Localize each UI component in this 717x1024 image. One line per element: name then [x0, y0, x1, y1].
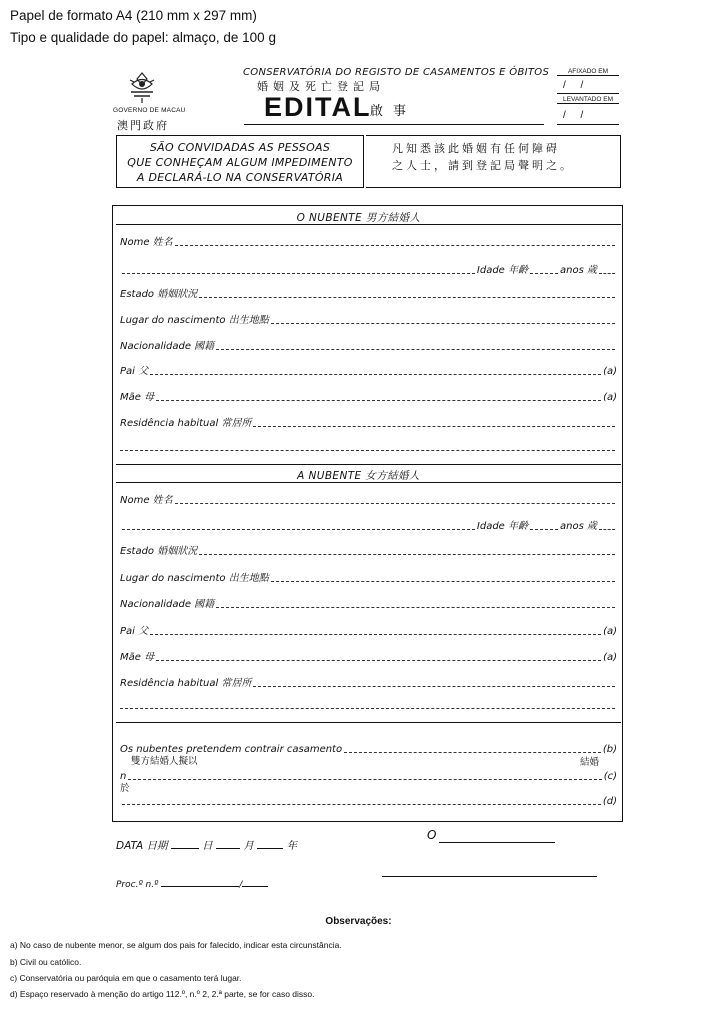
bride-residence-label: Residência habitual 常居所: [120, 678, 252, 689]
title-underline: [244, 124, 544, 125]
invitation-cn-line-1: 凡知悉該此婚姻有任何障碍: [392, 142, 560, 155]
intent-mark-c: (c): [603, 771, 617, 782]
section-divider-groom-bride: [116, 464, 621, 465]
observation-note: c) Conservatória ou paróquia em que o casamento terá lugar.: [10, 973, 242, 983]
groom-status-label: Estado 婚姻狀況: [120, 289, 198, 300]
bride-birthplace-label: Lugar do nascimento 出生地點: [120, 573, 269, 584]
bride-mother-field[interactable]: [120, 649, 617, 663]
groom-age-unit: anos 歲: [560, 265, 597, 276]
groom-mother-label: Mãe 母: [120, 392, 155, 403]
groom-residence-line-2[interactable]: [120, 450, 615, 451]
observation-note: d) Espaço reservado à menção do artigo 112.º, n.º 2, 2.ª parte, se for caso disso.: [10, 989, 315, 999]
invitation-cn-line-2: 之人士，請到登記局聲明之。: [392, 159, 574, 172]
groom-section-title: O NUBENTE 男方結婚人: [296, 212, 421, 224]
bride-age-field[interactable]: [120, 518, 617, 532]
officer-label: O: [427, 828, 437, 842]
groom-father-mark: (a): [603, 366, 617, 377]
bride-name-field[interactable]: [120, 492, 617, 506]
observations-title: Observações:: [325, 916, 392, 927]
groom-nationality-field[interactable]: [120, 338, 617, 352]
edital-title: EDITAL: [264, 92, 372, 122]
affixed-label: AFIXADO EM: [557, 68, 619, 76]
observation-note: b) Civil ou católico.: [10, 957, 82, 967]
removed-line: [557, 124, 619, 125]
removed-label: LEVANTADO EM: [557, 96, 619, 104]
affixed-line: [557, 93, 619, 94]
bride-nationality-field[interactable]: [120, 596, 617, 610]
date-year-label: 年: [286, 840, 298, 852]
intent-mark-d: (d): [602, 796, 617, 807]
bride-age-label: Idade 年齡: [476, 521, 529, 532]
government-name: GOVERNO DE MACAU: [113, 107, 186, 114]
paper-format-text: Papel de formato A4 (210 mm x 297 mm): [10, 8, 257, 23]
groom-residence-field[interactable]: [120, 415, 617, 429]
section-divider-bride-intent: [116, 722, 621, 723]
process-number-separator: /: [239, 880, 243, 890]
bride-age-unit: anos 歲: [560, 521, 597, 532]
intent-line-2-label-cn: 於: [120, 783, 130, 794]
bride-birthplace-field[interactable]: [120, 570, 617, 584]
bride-father-mark: (a): [603, 626, 617, 637]
paper-type-text: Tipo e qualidade do papel: almaço, de 100 g: [10, 30, 276, 45]
groom-birthplace-label: Lugar do nascimento 出生地點: [120, 315, 269, 326]
groom-residence-label: Residência habitual 常居所: [120, 418, 252, 429]
groom-status-field[interactable]: [120, 286, 617, 300]
officer-title-line[interactable]: [439, 842, 555, 843]
intent-label: Os nubentes pretendem contrair casamento: [120, 744, 343, 755]
bride-father-label: Pai 父: [120, 626, 149, 637]
groom-name-field[interactable]: [120, 234, 617, 248]
removed-date: / /: [563, 110, 590, 121]
groom-father-label: Pai 父: [120, 366, 149, 377]
invitation-line-3: A DECLARÁ-LO NA CONSERVATÓRIA: [136, 171, 344, 184]
registry-office-name: CONSERVATÓRIA DO REGISTO DE CASAMENTOS E ÓBITOS: [243, 67, 550, 78]
groom-nationality-label: Nacionalidade 國籍: [120, 341, 215, 352]
bride-section-title: A NUBENTE 女方結婚人: [297, 470, 420, 482]
date-field[interactable]: [116, 838, 297, 853]
bride-residence-field[interactable]: [120, 675, 617, 689]
bride-residence-line-2[interactable]: [120, 708, 615, 709]
bride-father-field[interactable]: [120, 623, 617, 637]
groom-age-field[interactable]: [120, 262, 617, 276]
registry-office-name-cn: 婚姻及死亡登記局: [257, 80, 385, 93]
process-number-label: Proc.º n.º: [116, 880, 159, 890]
intent-label-cn: 雙方結婚人擬以: [131, 756, 198, 767]
government-name-cn: 澳門政府: [117, 119, 169, 132]
groom-title-divider: [116, 224, 621, 225]
bride-nationality-label: Nacionalidade 國籍: [120, 599, 215, 610]
intent-mark-b: (b): [602, 744, 617, 755]
groom-mother-field[interactable]: [120, 389, 617, 403]
bride-mother-mark: (a): [603, 652, 617, 663]
date-month-label: 月: [243, 840, 254, 852]
invitation-line-2: QUE CONHEÇAM ALGUM IMPEDIMENTO: [127, 156, 353, 169]
bride-name-label: Nome 姓名: [120, 495, 173, 506]
edital-title-cn: 啟事: [370, 104, 417, 119]
bride-status-label: Estado 婚姻狀況: [120, 546, 198, 557]
groom-age-label: Idade 年齡: [476, 265, 529, 276]
date-label: DATA 日期: [116, 840, 168, 852]
groom-name-label: Nome 姓名: [120, 237, 173, 248]
bride-mother-label: Mãe 母: [120, 652, 155, 663]
officer-signature-line[interactable]: [382, 876, 597, 877]
observation-note: a) No caso de nubente menor, se algum dos pais for falecido, indicar esta circunstância.: [10, 940, 342, 950]
bride-status-field[interactable]: [120, 543, 617, 557]
intent-line-2-label: n: [120, 771, 127, 782]
date-day-label: 日: [202, 840, 213, 852]
groom-mother-mark: (a): [603, 392, 617, 403]
intent-mark-b-cn: 結婚: [580, 757, 600, 768]
intent-line-2[interactable]: [120, 768, 617, 782]
invitation-box: [116, 135, 364, 188]
invitation-box-cn: [366, 135, 621, 188]
groom-father-field[interactable]: [120, 363, 617, 377]
intent-line-3[interactable]: [120, 793, 617, 807]
invitation-line-1: SÃO CONVIDADAS AS PESSOAS: [149, 141, 331, 154]
affixed-date: / /: [563, 80, 590, 91]
bride-title-divider: [116, 482, 621, 483]
macau-coat-of-arms-icon: [127, 70, 157, 104]
process-number-field[interactable]: [116, 880, 268, 890]
groom-birthplace-field[interactable]: [120, 312, 617, 326]
